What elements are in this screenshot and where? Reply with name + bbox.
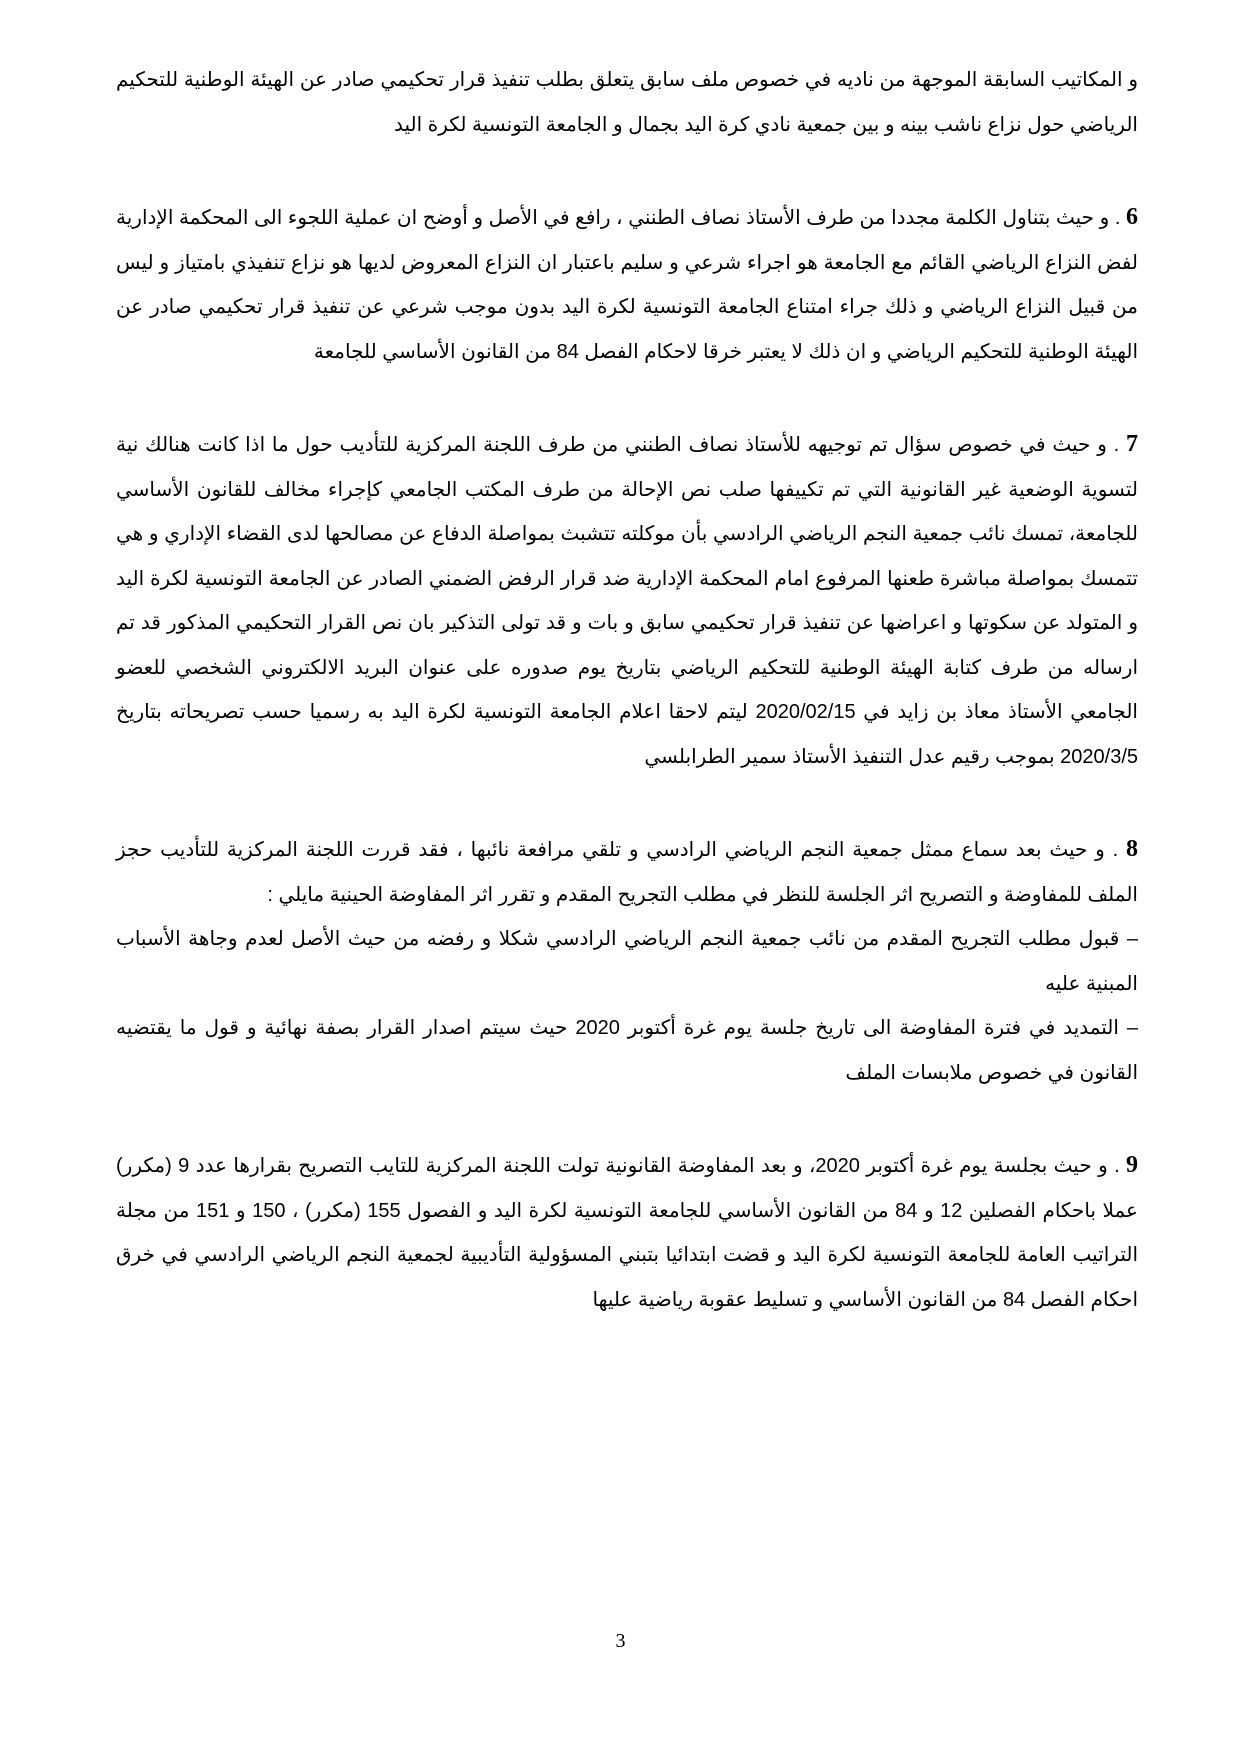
paragraph-spacer [116, 374, 1138, 422]
paragraph-8 [116, 827, 1138, 917]
intro-paragraph [116, 58, 1138, 147]
paragraph-number: 8 [1126, 836, 1138, 862]
paragraph-number: 7 [1126, 431, 1138, 457]
list-item-text: – قبول مطلب التجريح المقدم من نائب جمعية النجم الرياضي الرادسي شكلا و رفضه من حيث الأصل لعدم وجاهة الأسباب المبنية عليه [116, 928, 1138, 995]
paragraph-spacer [116, 1095, 1138, 1143]
paragraph-text: . و حيث بتناول الكلمة مجددا من طرف الأستاذ نصاف الطنني ، رافع في الأصل و أوضح ان عملية اللجوء الى المحكمة الإدارية لفض النزاع الرياضي القائم مع الجامعة هو اجراء شرعي و سليم باعتبار ان النزاع المعروض لديها هو نزاع تنفيذي بامتياز و ليس من قبيل النزاع الرياضي و ذلك جراء امتناع الجامعة التونسية لكرة اليد بدون موجب شرعي عن تنفيذ قرار تحكيمي صادر عن الهيئة الوطنية للتحكيم الرياضي و ان ذلك لا يعتبر خرقا لاحكام الفصل 84 من القانون الأساسي للجامعة [116, 207, 1138, 363]
paragraph-9 [116, 1143, 1138, 1322]
list-item-text: – التمديد في فترة المفاوضة الى تاريخ جلسة يوم غرة أكتوبر 2020 حيث سيتم اصدار القرار بصفة نهائية و قول ما يقتضيه القانون في خصوص ملابسات الملف [116, 1017, 1138, 1084]
decision-item-1 [116, 917, 1138, 1006]
decision-item-2 [116, 1006, 1138, 1095]
paragraph-text: و المكاتيب السابقة الموجهة من ناديه في خصوص ملف سابق يتعلق بطلب تنفيذ قرار تحكيمي صادر عن الهيئة الوطنية للتحكيم الرياضي حول نزاع ناشب بينه و بين جمعية نادي كرة اليد بجمال و الجامعة التونسية لكرة اليد [116, 69, 1138, 136]
paragraph-number: 9 [1126, 1152, 1138, 1178]
paragraph-7 [116, 422, 1138, 779]
document-body [116, 58, 1138, 1322]
page-number: 3 [615, 1630, 626, 1652]
paragraph-spacer [116, 779, 1138, 827]
paragraph-spacer [116, 147, 1138, 195]
paragraph-text: . و حيث بجلسة يوم غرة أكتوبر 2020، و بعد المفاوضة القانونية تولت اللجنة المركزية للتايب التصريح بقرارها عدد 9 (مكرر) عملا باحكام الفصلين 12 و 84 من القانون الأساسي للجامعة التونسية لكرة اليد و الفصول 155 (مكرر) ، 150 و 151 من مجلة التراتيب العامة للجامعة التونسية لكرة اليد و قضت ابتدائيا بتبني المسؤولية التأديبية لجمعية النجم الرياضي الرادسي في خرق احكام الفصل 84 من القانون الأساسي و تسليط عقوبة رياضية عليها [116, 1155, 1138, 1311]
paragraph-6 [116, 195, 1138, 374]
paragraph-number: 6 [1126, 204, 1138, 230]
paragraph-text: . و حيث في خصوص سؤال تم توجيهه للأستاذ نصاف الطنني من طرف اللجنة المركزية للتأديب حول ما اذا كانت هنالك نية لتسوية الوضعية غير القانونية التي تم تكييفها صلب نص الإحالة من طرف المكتب الجامعي كإجراء مخالف للقانون الأساسي للجامعة، تمسك نائب جمعية النجم الرياضي الرادسي بأن موكلته تتشبث بمواصلة الدفاع عن مصالحها لدى القضاء الإداري و هي تتمسك بمواصلة مباشرة طعنها المرفوع امام المحكمة الإدارية ضد قرار الرفض الضمني الصادر عن الجامعة التونسية لكرة اليد و المتولد عن سكوتها و اعراضها عن تنفيذ قرار تحكيمي سابق و بات و قد تولى التذكير بان نص القرار التحكيمي المذكور قد تم ارساله من طرف كتابة الهيئة الوطنية للتحكيم الرياضي بتاريخ يوم صدوره على عنوان البريد الالكتروني الشخصي للعضو الجامعي الأستاذ معاذ بن زايد في 2020/02/15 ليتم لاحقا اعلام الجامعة التونسية لكرة اليد به رسميا حسب تصريحاته بتاريخ 2020/3/5 بموجب رقيم عدل التنفيذ الأستاذ سمير الطرابلسي [116, 434, 1138, 768]
paragraph-text: . و حيث بعد سماع ممثل جمعية النجم الرياضي الرادسي و تلقي مرافعة نائبها ، فقد قررت اللجنة المركزية للتأديب حجز الملف للمفاوضة و التصريح اثر الجلسة للنظر في مطلب التجريح المقدم و تقرر اثر المفاوضة الحينية مايلي : [116, 839, 1138, 906]
